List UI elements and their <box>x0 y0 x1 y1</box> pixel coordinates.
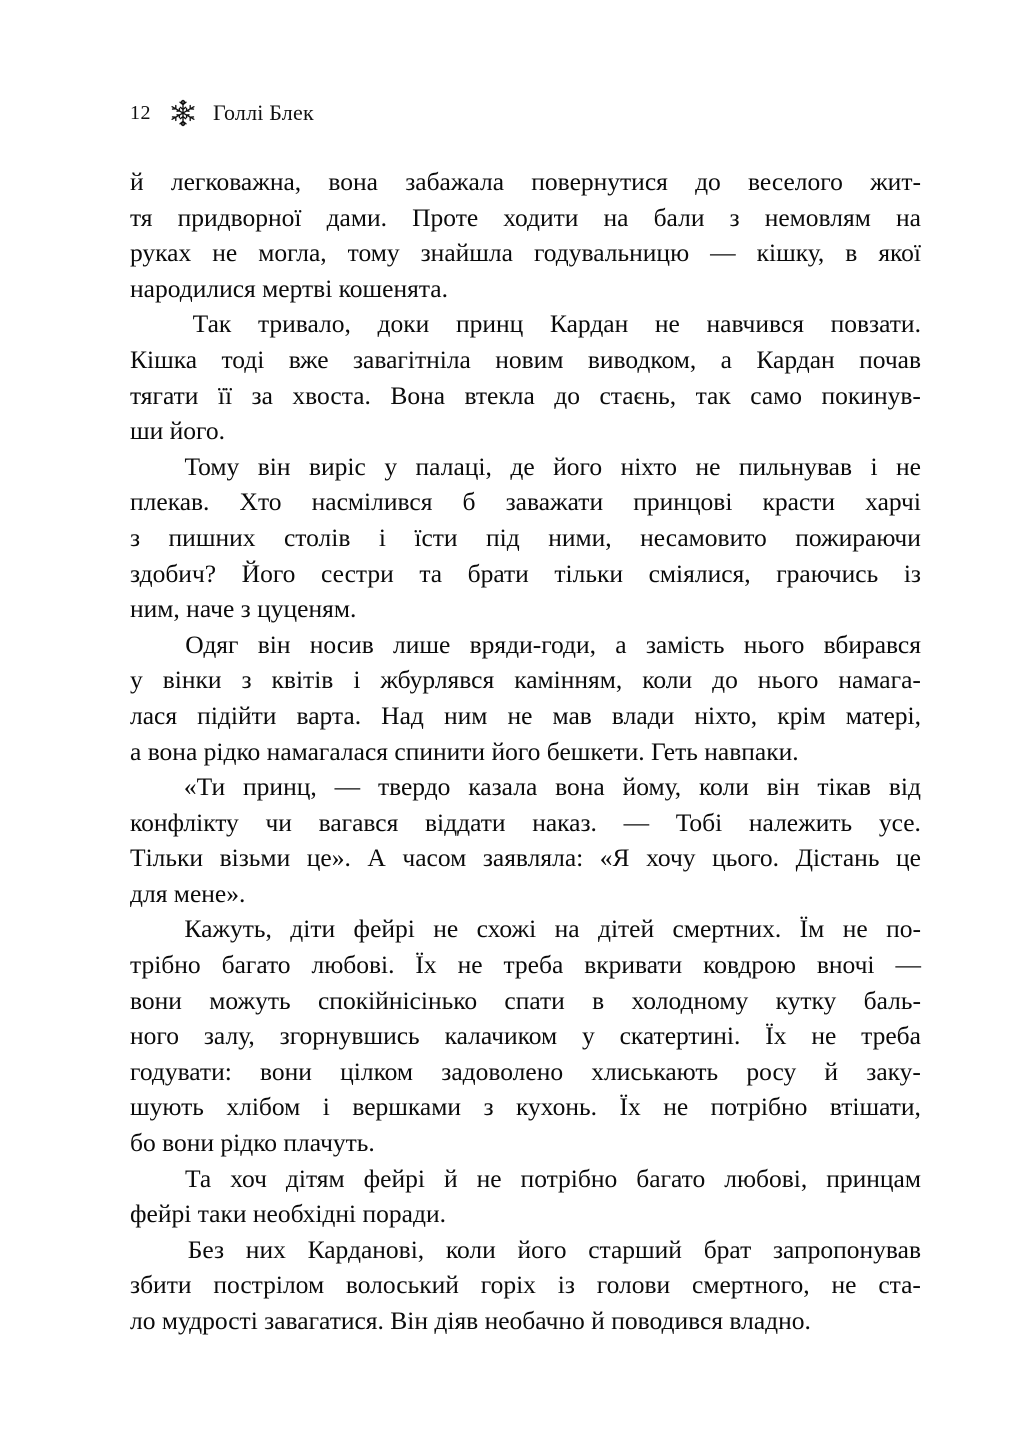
word: не <box>433 914 459 944</box>
text-line <box>130 235 921 271</box>
word: брати <box>467 558 529 588</box>
word: придворної <box>177 202 302 232</box>
word: насмілився <box>311 487 433 517</box>
word: це <box>896 843 921 873</box>
text-line <box>130 1018 921 1054</box>
word: на <box>603 202 629 232</box>
word: лише <box>393 629 451 659</box>
text-line <box>130 378 921 414</box>
word: бали <box>653 202 705 232</box>
paragraph-indent <box>130 911 166 947</box>
word: вони <box>260 1056 312 1086</box>
word: вряди-годи, <box>469 629 597 659</box>
word: ходити <box>503 202 579 232</box>
word: тягати <box>130 380 199 410</box>
word: нього <box>757 665 819 695</box>
word: — <box>895 950 921 980</box>
word: до <box>695 167 721 196</box>
word: він <box>257 629 291 659</box>
text-line <box>130 484 921 520</box>
text-line: ним, наче з цуценям. <box>130 594 357 624</box>
word: знайшла <box>420 238 513 268</box>
word: вагався <box>318 807 399 837</box>
word: харчі <box>865 487 921 517</box>
paragraph <box>130 164 921 306</box>
text-line <box>130 805 921 841</box>
word: належить <box>748 807 853 837</box>
paragraph <box>130 1161 921 1232</box>
text-line <box>130 306 921 342</box>
word: хлібом <box>226 1092 301 1122</box>
word: фейрі <box>353 914 415 944</box>
word: Їх <box>619 1092 641 1122</box>
word: і <box>353 665 361 695</box>
word: його <box>517 1234 567 1264</box>
word: треба <box>503 950 564 980</box>
word: Дістань <box>795 843 880 873</box>
word: горіх <box>480 1270 536 1300</box>
word: й <box>824 1056 839 1086</box>
word: Одяг <box>185 629 239 659</box>
word: холодному <box>631 985 749 1015</box>
word: завагітніла <box>352 344 471 374</box>
word: і <box>322 1092 330 1122</box>
word: хоч <box>230 1163 267 1193</box>
word: коли <box>699 772 749 802</box>
word: Кажуть, <box>184 914 272 944</box>
word: вбирався <box>823 629 921 659</box>
word: навчився <box>706 309 804 339</box>
word: й <box>130 167 144 196</box>
word: старший <box>588 1234 682 1264</box>
text-line <box>130 1054 921 1090</box>
word: вершками <box>352 1092 462 1122</box>
word: запропонував <box>772 1234 921 1264</box>
word: Його <box>241 558 296 588</box>
word: нього <box>743 629 805 659</box>
text-line: для мене». <box>130 878 246 908</box>
word: шують <box>130 1092 204 1122</box>
word: до <box>554 380 580 410</box>
word: смертного, <box>692 1270 810 1300</box>
word: Над <box>381 700 424 730</box>
word: «Я <box>599 843 630 873</box>
word: по- <box>886 914 921 944</box>
word: не <box>654 309 680 339</box>
word: багато <box>221 950 291 980</box>
body-text <box>130 164 921 1339</box>
word: втекла <box>464 380 535 410</box>
word: і <box>870 451 878 481</box>
word: руках <box>130 238 192 268</box>
word: росу <box>746 1056 797 1086</box>
word: — <box>623 807 650 837</box>
word: не <box>663 1092 689 1122</box>
word: покинув- <box>821 380 921 410</box>
word: його <box>553 451 603 481</box>
word: чи <box>265 807 292 837</box>
word: задоволено <box>441 1056 564 1086</box>
word: матері, <box>845 700 921 730</box>
word: вінки <box>162 665 222 695</box>
word: камінням, <box>514 665 623 695</box>
word: на <box>895 202 921 232</box>
word: Хто <box>239 487 282 517</box>
word: кішку, <box>756 238 825 268</box>
word: на <box>554 914 580 944</box>
word: любові, <box>724 1163 808 1193</box>
word: немовлям <box>764 202 871 232</box>
word: могла, <box>258 238 327 268</box>
word: скатертині. <box>619 1021 741 1051</box>
word: «Ти <box>183 772 226 802</box>
word: тікав <box>817 772 871 802</box>
word: брат <box>703 1234 752 1264</box>
word: Кардан <box>549 309 629 339</box>
word: не <box>212 238 238 268</box>
word: крім <box>777 700 826 730</box>
word: діти <box>290 914 336 944</box>
word: веселого <box>748 167 843 196</box>
word: жит- <box>870 167 921 196</box>
word: конфлікту <box>130 807 239 837</box>
word: заважати <box>505 487 604 517</box>
text-line <box>130 520 921 556</box>
text-line <box>130 342 921 378</box>
word: носив <box>309 629 374 659</box>
word: ним <box>443 700 488 730</box>
word: тя <box>130 202 153 232</box>
word: Карданові, <box>307 1234 425 1264</box>
word: повзати. <box>830 309 921 339</box>
word: усе. <box>878 807 921 837</box>
text-line: фейрі таки необхідні поради. <box>130 1199 446 1229</box>
word: де <box>510 451 535 481</box>
word: хвоста. <box>292 380 371 410</box>
text-line: ши його. <box>130 416 226 446</box>
word: підійти <box>197 700 277 730</box>
paragraph-indent <box>130 449 166 485</box>
word: пишних <box>168 522 256 552</box>
word: треба <box>861 1021 921 1051</box>
word: спати <box>504 985 565 1015</box>
word: від <box>888 772 921 802</box>
word: казала <box>468 772 538 802</box>
word: принц, <box>243 772 317 802</box>
word: легковажна, <box>170 167 302 196</box>
word: кухонь. <box>516 1092 597 1122</box>
word: а <box>615 629 627 659</box>
word: коли <box>445 1234 496 1264</box>
word: не <box>476 1163 502 1193</box>
word: вночі <box>816 950 875 980</box>
word: ного <box>130 1021 179 1051</box>
word: збити <box>130 1270 192 1300</box>
word: трібно <box>130 950 201 980</box>
word: вже <box>288 344 329 374</box>
word: з <box>241 665 252 695</box>
word: дами. <box>326 202 388 232</box>
word: не <box>896 451 921 481</box>
word: втішати, <box>829 1092 921 1122</box>
word: візьми <box>219 843 291 873</box>
word: й <box>443 1163 458 1193</box>
word: лася <box>130 700 178 730</box>
word: ста- <box>878 1270 921 1300</box>
text-line <box>130 200 921 236</box>
text-line <box>130 627 921 663</box>
word: потрібно <box>710 1092 808 1122</box>
word: пильнував <box>738 451 852 481</box>
word: — <box>710 238 736 268</box>
word: годувальницю <box>533 238 690 268</box>
word: не <box>831 1270 857 1300</box>
word: Кардан <box>756 344 835 374</box>
paragraph <box>130 306 921 448</box>
word: можуть <box>209 985 291 1015</box>
word: жбурлявся <box>380 665 495 695</box>
word: цілком <box>340 1056 414 1086</box>
word: виріс <box>309 451 366 481</box>
word: доки <box>377 309 430 339</box>
word: Так <box>192 309 232 339</box>
word: цього. <box>712 843 780 873</box>
word: ніхто <box>620 451 677 481</box>
word: принц <box>455 309 524 339</box>
word: не <box>842 914 868 944</box>
word: якої <box>878 238 921 268</box>
text-line <box>130 556 921 592</box>
word: під <box>486 522 520 552</box>
word: часом <box>402 843 467 873</box>
word: принцові <box>633 487 733 517</box>
word: замість <box>645 629 725 659</box>
word: в <box>845 238 858 268</box>
word: намага- <box>838 665 921 695</box>
word: з <box>483 1092 494 1122</box>
text-line <box>130 1161 921 1197</box>
text-line <box>130 662 921 698</box>
word: він <box>257 451 291 481</box>
word: Їм <box>799 914 825 944</box>
word: Тільки <box>130 843 204 873</box>
word: не <box>811 1021 837 1051</box>
word: тоді <box>221 344 265 374</box>
word: Та <box>184 1163 212 1193</box>
word: до <box>712 665 738 695</box>
word: коли <box>642 665 693 695</box>
word: і <box>378 522 386 552</box>
word: у <box>384 451 398 481</box>
word: баль- <box>863 985 921 1015</box>
word: дітям <box>285 1163 345 1193</box>
text-line <box>130 840 921 876</box>
paragraph <box>130 911 921 1160</box>
word: пожираючи <box>795 522 921 552</box>
word: тривало, <box>257 309 351 339</box>
word: залу, <box>203 1021 255 1051</box>
text-line <box>130 911 921 947</box>
word: йому, <box>622 772 682 802</box>
text-line <box>130 698 921 734</box>
word: забажала <box>405 167 505 196</box>
word: із <box>557 1270 575 1300</box>
word: у <box>581 1021 595 1051</box>
word: тільки <box>554 558 624 588</box>
word: вони <box>130 985 182 1015</box>
word: ковдрою <box>703 950 796 980</box>
word: граючись <box>776 558 879 588</box>
word: потрібно <box>520 1163 618 1193</box>
word: сміялися, <box>648 558 751 588</box>
word: виводком, <box>587 344 697 374</box>
text-line <box>130 164 921 200</box>
paragraph-indent <box>130 1161 166 1197</box>
text-line <box>130 1089 921 1125</box>
word: любові. <box>311 950 395 980</box>
word: столів <box>283 522 351 552</box>
word: палаці, <box>415 451 492 481</box>
text-line <box>130 1232 921 1268</box>
word: пострілом <box>213 1270 325 1300</box>
paragraph-indent <box>130 769 166 805</box>
word: багато <box>636 1163 706 1193</box>
word: плекав. <box>130 487 210 517</box>
word: принцам <box>826 1163 921 1193</box>
snowflake-icon <box>163 98 203 128</box>
paragraph-indent <box>130 627 166 663</box>
word: а <box>720 344 732 374</box>
word: голови <box>596 1270 671 1300</box>
running-head <box>130 96 920 130</box>
text-line: народилися мертві кошенята. <box>130 273 448 303</box>
word: тому <box>347 238 400 268</box>
paragraph <box>130 769 921 911</box>
word: повернутися <box>531 167 668 196</box>
word: здобич? <box>130 558 217 588</box>
word: почав <box>859 344 921 374</box>
word: варта. <box>296 700 362 730</box>
text-line: ло мудрості завагатися. Він діяв необачно й поводився владно. <box>130 1306 811 1335</box>
word: Вона <box>390 380 446 410</box>
word: це». <box>306 843 351 873</box>
word: смертних. <box>672 914 782 944</box>
word: стаєнь, <box>599 380 677 410</box>
word: наказ. <box>532 807 597 837</box>
word: віддати <box>425 807 506 837</box>
word: згорнувшись <box>279 1021 420 1051</box>
word: вона <box>328 167 378 196</box>
word: Їх <box>765 1021 787 1051</box>
word: заявляла: <box>482 843 584 873</box>
word: не <box>695 451 721 481</box>
paragraph <box>130 1232 921 1339</box>
word: та <box>419 558 443 588</box>
word: фейрі <box>363 1163 425 1193</box>
word: дітей <box>597 914 655 944</box>
text-line <box>130 983 921 1019</box>
text-line: а вона рідко намагалася спинити його бешкети. Геть навпаки. <box>130 736 799 766</box>
word: Їх <box>415 950 437 980</box>
word: — <box>334 772 361 802</box>
word: красти <box>762 487 836 517</box>
word: квітів <box>271 665 334 695</box>
word: А <box>367 843 386 873</box>
word: її <box>217 380 233 410</box>
author-name: Голлі Блек <box>213 100 314 125</box>
word: за <box>251 380 273 410</box>
word: у <box>130 665 143 695</box>
text-line <box>130 449 921 485</box>
word: Без <box>187 1234 225 1264</box>
text-line <box>130 947 921 983</box>
word: кутку <box>775 985 837 1015</box>
word: б <box>462 487 476 517</box>
word: сестри <box>320 558 394 588</box>
word: Тобі <box>675 807 723 837</box>
word: несамовито <box>640 522 767 552</box>
word: не <box>457 950 483 980</box>
word: волоський <box>345 1270 459 1300</box>
word: так <box>695 380 731 410</box>
word: хочу <box>646 843 696 873</box>
word: мав <box>552 700 592 730</box>
paragraph <box>130 627 921 769</box>
word: калачиком <box>444 1021 558 1051</box>
word: влади <box>611 700 675 730</box>
paragraph-indent <box>130 1232 166 1268</box>
paragraph-indent <box>130 306 166 342</box>
word: годувати: <box>130 1056 232 1086</box>
word: Проте <box>412 202 479 232</box>
word: із <box>903 558 921 588</box>
word: з <box>729 202 740 232</box>
word: в <box>592 985 605 1015</box>
paragraph <box>130 449 921 627</box>
word: заку- <box>866 1056 921 1086</box>
word: само <box>750 380 803 410</box>
word: вкривати <box>584 950 683 980</box>
text-line: бо вони рідко плачуть. <box>130 1128 375 1158</box>
word: ними, <box>548 522 612 552</box>
word: спокійнісінько <box>317 985 478 1015</box>
word: новим <box>495 344 564 374</box>
word: хлиськають <box>591 1056 719 1086</box>
word: Тому <box>184 451 240 481</box>
word: з <box>130 522 141 552</box>
word: їсти <box>414 522 458 552</box>
word: Кішка <box>130 344 198 374</box>
word: схожі <box>476 914 537 944</box>
word: твердо <box>377 772 451 802</box>
word: вона <box>555 772 605 802</box>
word: не <box>507 700 533 730</box>
word: ніхто, <box>694 700 758 730</box>
word: він <box>766 772 800 802</box>
word: них <box>245 1234 286 1264</box>
page-number: 12 <box>130 102 151 124</box>
text-line <box>130 769 921 805</box>
text-line <box>130 1267 921 1303</box>
